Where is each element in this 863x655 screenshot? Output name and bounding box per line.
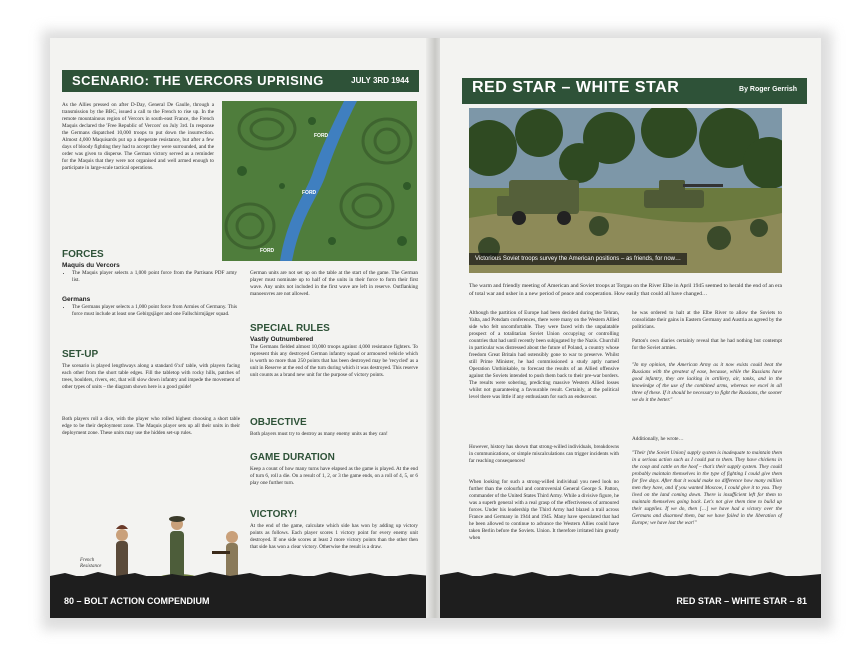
- torn-edge: [440, 570, 821, 582]
- figure-caption-line-1: French: [80, 558, 95, 563]
- left-page: [50, 38, 431, 618]
- germans-heading: Germans: [62, 296, 91, 303]
- victory-heading: VICTORY!: [250, 509, 298, 520]
- map-ford-label-2: FORD: [302, 190, 317, 196]
- left-footer: [50, 576, 431, 618]
- col2-paragraph-1: he was ordered to halt at the Elbe River to allow the Soviets to consolidate their gains in Eastern Germany and Austria as agreed by the politicians.: [632, 310, 782, 330]
- col2-paragraph-2: Patton's own diaries certainly reveal that he had nothing but contempt for the Soviet armies.: [632, 338, 782, 351]
- map-ford-label-1: FORD: [314, 133, 329, 139]
- right-page-footer-text: RED STAR – WHITE STAR – 81: [676, 596, 807, 606]
- germans-bullet: • The Germans player selects a 1,000 point force from Armies of Germany. This force must include at least one Gebirgsjäger and one Fallschirmjäger squad.: [72, 304, 237, 318]
- outnumbered-heading: Vastly Outnumbered: [250, 336, 314, 343]
- col2-intro-text: German units are not set up on the table at the start of the game. The German player must nominate up to half of the units in their force to form their first wave. Any units not included in the first wave are left in reserve. Outflanking manoeuvres are not allowed.: [250, 270, 418, 297]
- deploy-text: Both players roll a dice, with the player who rolled highest choosing a short table edge to be their deployment zone. The Maquis player sets up all their units in their deployment zone. These units may use the hidden set-up rules.: [62, 416, 240, 436]
- victory-text: At the end of the game, calculate which side has won by adding up victory points as follows. Each player scores 1 victory point for every enemy unit destroyed. If one side scores at least 2 more victory points than the other then that side has won a clear victory. Otherwise the result is a draw.: [250, 523, 418, 550]
- patton-quote-2: "Their [the Soviet Union] supply system is inadequate to maintain them in a serious action such as I could put to them. They have chickens in the coop and cattle on the hoof – that's their supply system. They could probably maintain themselves in the type of fighting I could give them for five days. After that it would make no difference how many million men they have, and if you wanted Moscow, I could give it to you. They lived on the land coming down. There is insufficient left for them to maintain themselves going back. Let's not give them time to build up their supplies. If we do, then […] we have had a victory over the Germans and disarmed them, but we have failed in the liberation of Europe; we have lost the war!": [632, 450, 782, 526]
- battlefield-map: [222, 101, 417, 261]
- scenario-title: SCENARIO: THE VERCORS UPRISING: [72, 73, 324, 88]
- article-byline: By Roger Gerrish: [739, 86, 797, 93]
- col1-paragraph-1: Although the partition of Europe had been decided during the Tehran, Yalta, and Potsdam conferences, there were many on the Western Allied side who felt uncomfortable. They were faced with the unpalatable prospect of a totalitarian Soviet Union occupying or controlling countries that had until recently been subjugated by the Nazis. Churchill in particular was distressed about the future of Poland, a country whose freedom Great Britain had ostensibly gone to war to preserve. Whilst still Prime Minister, he had commissioned a study aptly named Operation Unthinkable, to forecast the results of an Allied offensive against the Soviets intended to push them back to their pre-war borders. The results were sobering, predicting massive Western Allied losses whilst not guaranteeing a favourable result. Certainly, at the political level there was little if any enthusiasm for such an endeavour.: [469, 310, 619, 400]
- diorama-photo: [469, 108, 782, 273]
- col1-paragraph-2: However, history has shown that strong-willed individuals, breakdowns in communications, or simple miscalculations can trigger incidents with far reaching consequences!: [469, 444, 619, 464]
- map-ford-label-3: FORD: [260, 248, 275, 254]
- maquis-bullet: • The Maquis player selects a 1,000 point force from the Partisans PDF army list.: [72, 270, 237, 284]
- outnumbered-text: The Germans fielded almost 10,000 troops against 4,000 resistance fighters. To represent this any destroyed German infantry squad or armoured vehicle which is worth no more than 250 points that has been destroyed may be 'recycled' as a unit in Reserve at the end of the turn during which it was destroyed. This reserve unit counts as a brand new unit for the purpose of victory points.: [250, 344, 418, 378]
- intro-text: As the Allies pressed on after D-Day, General De Gaulle, through a transmission by the BBC, issued a call to the French to rise up. In the remote mountainous region of Vercors in south-east France, the French Maquis declared the 'Free Republic of Vercors' on July 3rd. In response the Germans dispatched 10,000 troops to put down the insurrection. Almost 4,000 Maquisards put up a desperate resistance, but after a few days of bloody fighting they had to accept they were surrounded, and the order was given to disperse. The German victory served as a reminder for the Maquis that they were not organised and well armed enough to participate in large-scale tactical operations.: [62, 102, 214, 171]
- game-duration-text: Keep a count of how many turns have elapsed as the game is played. At the end of turn 6, roll a die. On a result of 1, 2, or 3 the game ends, on a roll of 4, 5, or 6 play one further turn.: [250, 466, 418, 486]
- article-title: RED STAR – WHITE STAR: [472, 79, 680, 96]
- game-duration-heading: GAME DURATION: [250, 452, 335, 463]
- map-graphic: [222, 101, 417, 261]
- col1-paragraph-3: When looking for such a strong-willed individual you need look no further than the colourful and controversial General George S. Patton, commander of the United States Third Army. While a divisive figure, he was a superb general with a real grasp of the effectiveness of armoured forces. Under his leadership the Third Army had blazed a trail across France and Germany in 1944 and 1945. Many have speculated that had he been allowed to continue to advance the Western Allies could have taken Berlin before the Soviets. Union. It therefore irritated him greatly when: [469, 479, 620, 541]
- setup-heading: SET-UP: [62, 349, 99, 360]
- article-title-banner: [462, 78, 807, 104]
- right-footer: [440, 576, 821, 618]
- left-page-footer-text: 80 – BOLT ACTION COMPENDIUM: [64, 596, 210, 606]
- article-lead: The warm and friendly meeting of American and Soviet troops at Torgau on the River Elbe in April 1945 seemed to herald the end of an era of total war and usher in a new period of peace and cooperation. How easily that could all have changed…: [469, 283, 782, 297]
- forces-heading: FORCES: [62, 249, 104, 260]
- scenario-date: JULY 3RD 1944: [351, 76, 409, 85]
- special-rules-heading: SPECIAL RULES: [250, 323, 330, 334]
- scenario-title-banner: [62, 70, 419, 92]
- right-page: [440, 38, 821, 618]
- torn-edge: [50, 570, 431, 582]
- col2-paragraph-3: Additionally, he wrote…: [632, 436, 684, 442]
- figure-caption-line-2: Resistance: [80, 564, 102, 569]
- maquis-heading: Maquis du Vercors: [62, 262, 120, 269]
- objective-text: Both players must try to destroy as many enemy units as they can!: [250, 431, 388, 437]
- setup-text: The scenario is played lengthways along a standard 6'x4' table, with players facing each other from the short table edges. Fill the tabletop with rocky hills, patches of trees, boulders, rivers, etc, that will slow down infantry and impede the movement of other types of units – the diagram shown here is a good guide!: [62, 363, 240, 390]
- objective-heading: OBJECTIVE: [250, 417, 307, 428]
- diorama-graphic: [469, 108, 782, 273]
- patton-quote-1: "In my opinion, the American Army as it now exists could beat the Russians with the greatest of ease, because, while the Russians have good infantry, they are lacking in artillery, air, tanks, and in the knowledge of the use of the combined arms, whereas we excel in all three of these. If it should be necessary to fight the Russians, the sooner we do it the better.": [632, 362, 782, 403]
- photo-caption: Victorious Soviet troops survey the American positions – as friends, for now…: [469, 253, 687, 265]
